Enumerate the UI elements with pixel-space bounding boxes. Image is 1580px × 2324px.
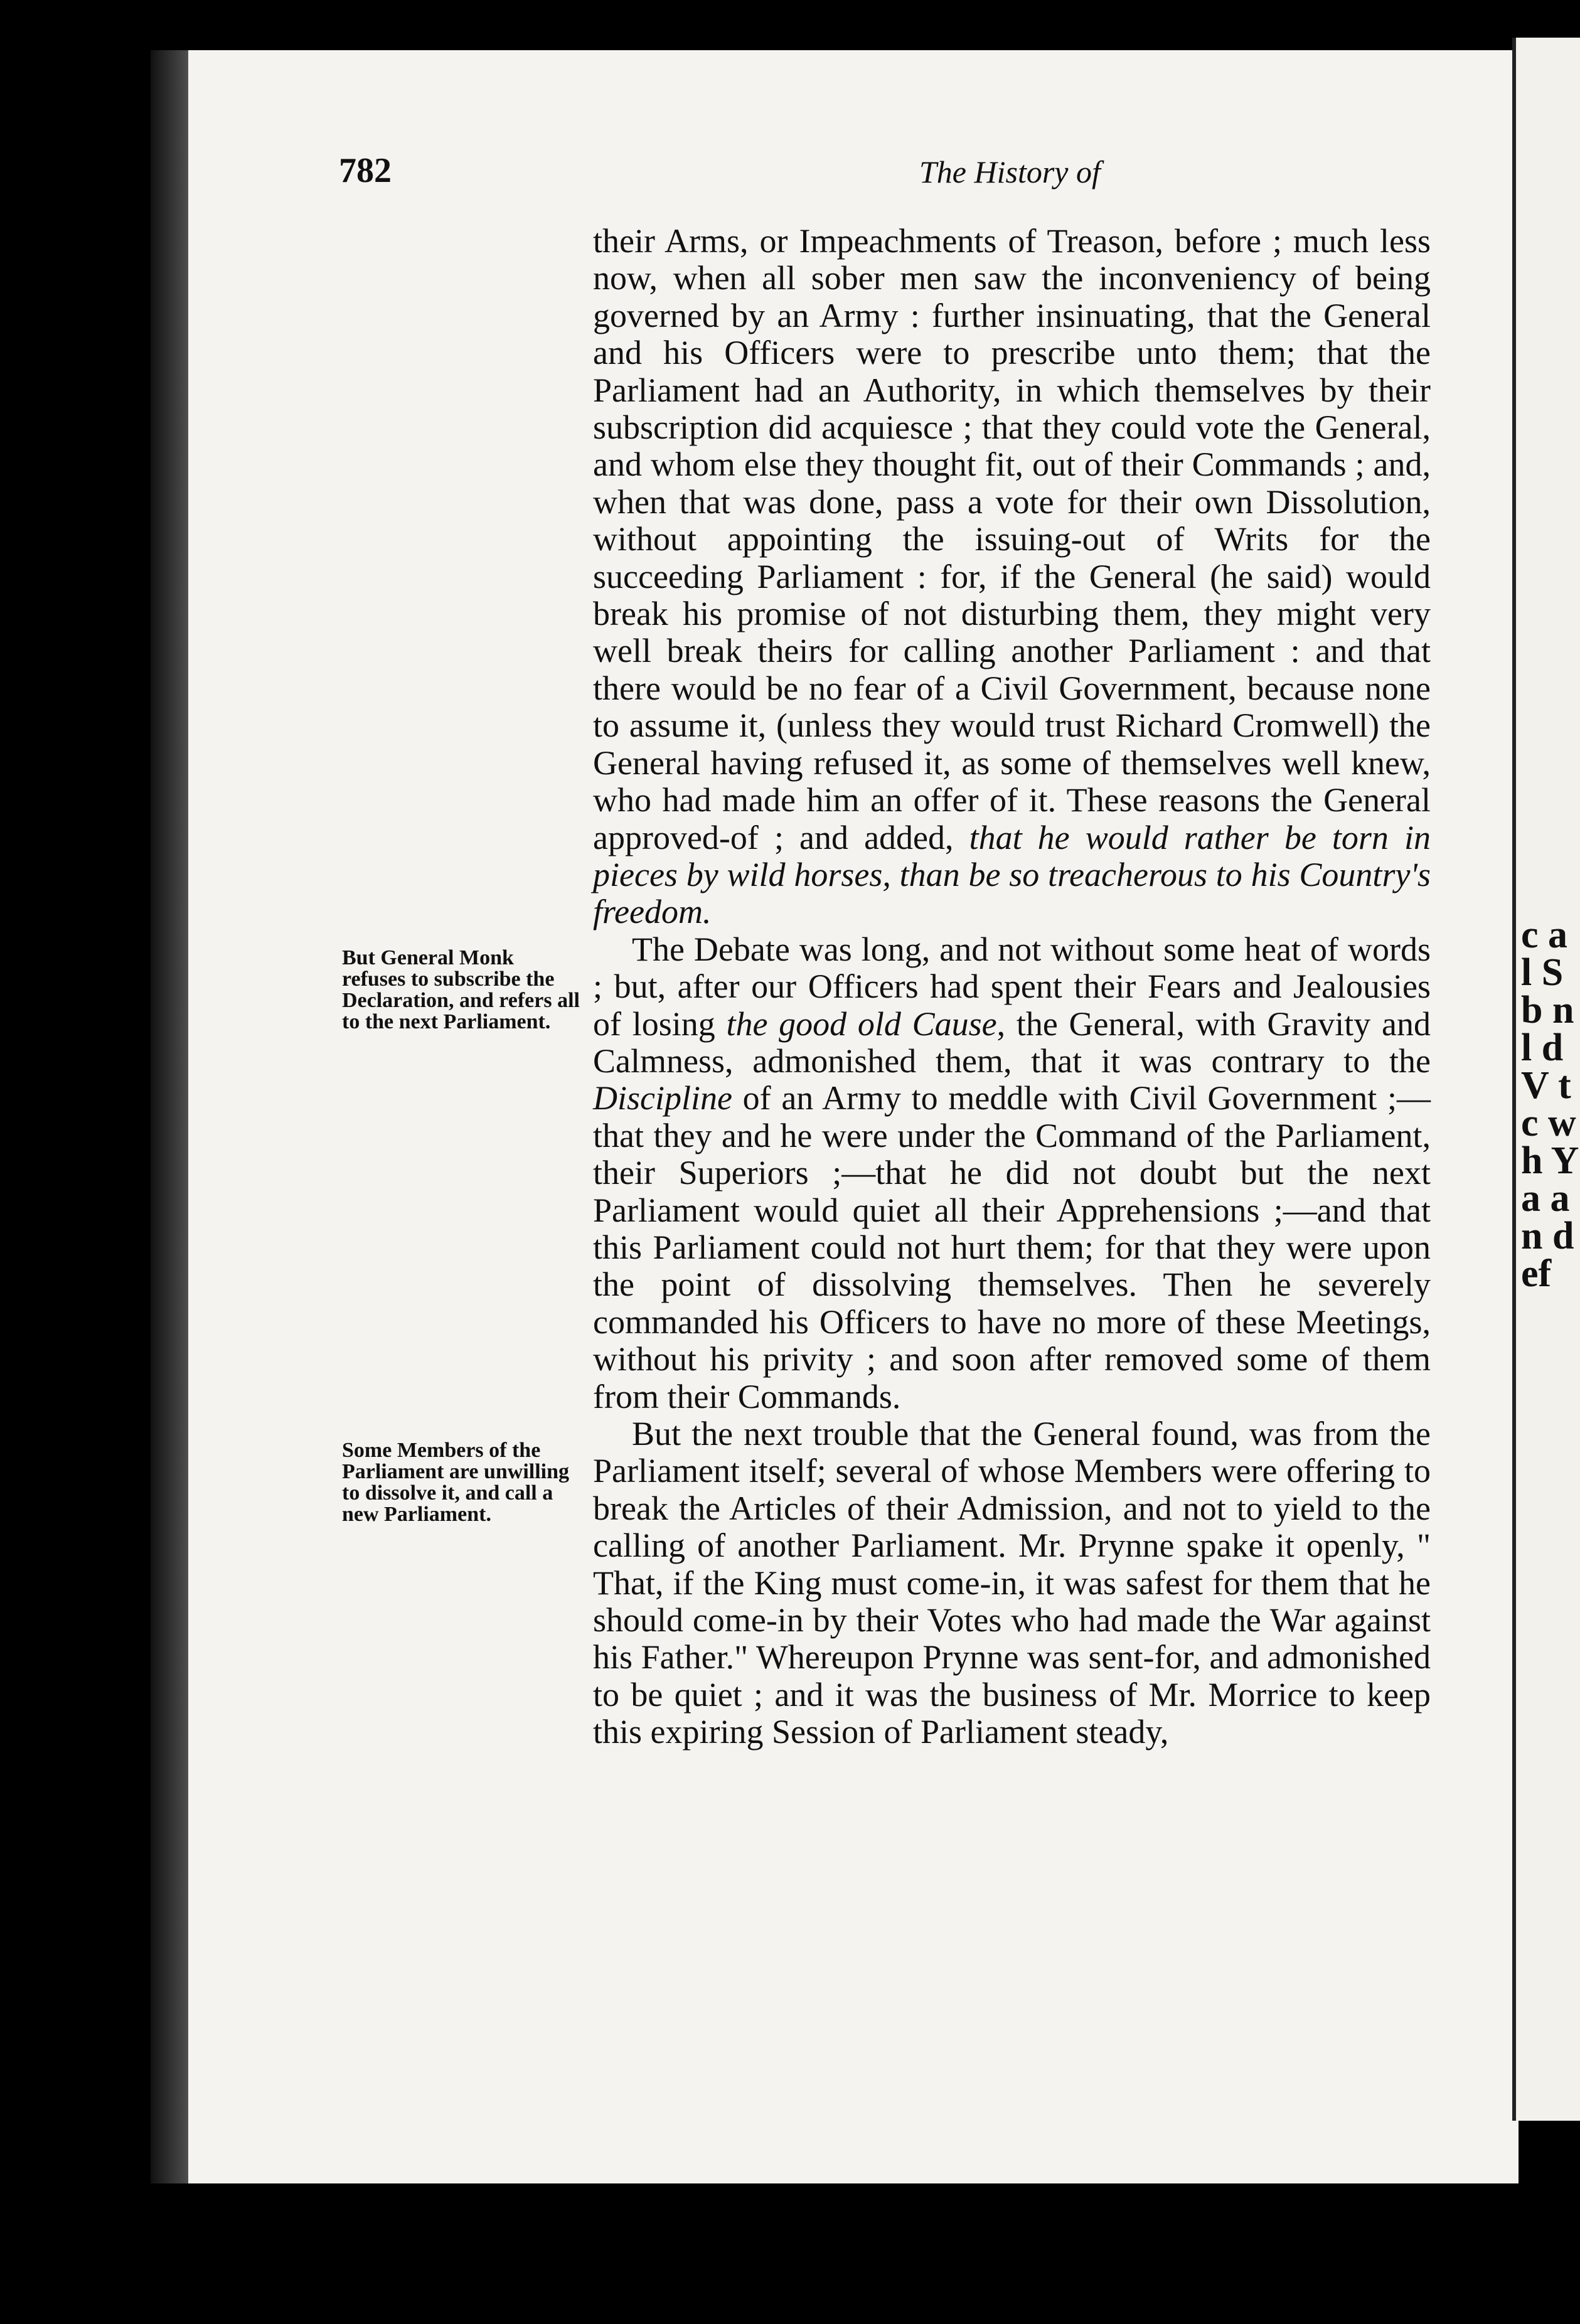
paragraph-2-text-a: The Debate was long, and not without some heat of words ; but, after our Officers had spent their Fears and Jealousies of losing — [593, 930, 1431, 1043]
paragraph-2-text-b: , the General, with Gravity and Calmness, admonished them, that it was contrary to the — [593, 1005, 1431, 1080]
page-number: 782 — [339, 151, 392, 190]
margin-note-members: Some Members of the Parliament are unwilling to dissolve it, and call a new Parliament. — [342, 1439, 570, 1526]
adjacent-page-edge — [1512, 38, 1580, 2121]
adjacent-page-letters: c a l S b n l d V t c w h Y a a n d ef — [1521, 914, 1578, 1295]
paragraph-2-italic-a: the good old Cause — [726, 1005, 997, 1043]
paragraph-2 — [593, 931, 1431, 1415]
paragraph-2-text-c: of an Army to meddle with Civil Government ;—that they and he were under the Command of the Parliament, their Superiors ;—that he did not doubt but the next Parliament would quiet all their Apprehensions ;—and that this Parliament could not hurt them; for that they were upon the point of dissolving themselves. Then he severely commanded his Officers to have no more of these Meetings, without his privity ; and soon after removed some of them from their Commands. — [593, 1079, 1431, 1415]
running-title: The History of — [919, 154, 1101, 189]
margin-note-monk: But General Monk refuses to subscribe the Declaration, and refers all to the next Parliament. — [342, 946, 580, 1033]
paragraph-3-text: But the next trouble that the General found, was from the Parliament itself; several of whose Members were offering to break the Articles of their Admission, and not to yield to the calling of another Parliament. Mr. Prynne spake it openly, " That, if the King must come-in, it was safest for them that he should come-in by their Votes who had made the War against his Father." Whereupon Prynne was sent-for, and admonished to be quiet ; and it was the business of Mr. Morrice to keep this expiring Session of Parliament steady, — [593, 1415, 1431, 1751]
paragraph-1-text: their Arms, or Impeachments of Treason, before ; much less now, when all sober men saw the inconveniency of being governed by an Army : further insinuating, that the General and his Officers were to prescribe unto them; that the Parliament had an Authority, in which themselves by their subscription did acquiesce ; that they could vote the General, and whom else they thought fit, out of their Commands ; and, when that was done, pass a vote for their own Dissolution, without appointing the issuing-out of Writs for the succeeding Parliament : for, if the General (he said) would break his promise of not disturbing them, they might very well break theirs for calling another Parliament : and that there would be no fear of a Civil Government, because none to assume it, (unless they would trust Richard Cromwell) the General having refused it, as some of themselves well knew, who had made him an offer of it. These reasons the General approved-of ; and added, — [593, 222, 1431, 856]
main-text — [593, 223, 1431, 1751]
paragraph-1 — [593, 223, 1431, 931]
paragraph-2-italic-b: Discipline — [593, 1079, 732, 1117]
paragraph-1-italic: that he would rather be torn in pieces by wild horses, than be so treacherous to his Country's freedom. — [593, 818, 1431, 931]
paragraph-3 — [593, 1415, 1431, 1751]
